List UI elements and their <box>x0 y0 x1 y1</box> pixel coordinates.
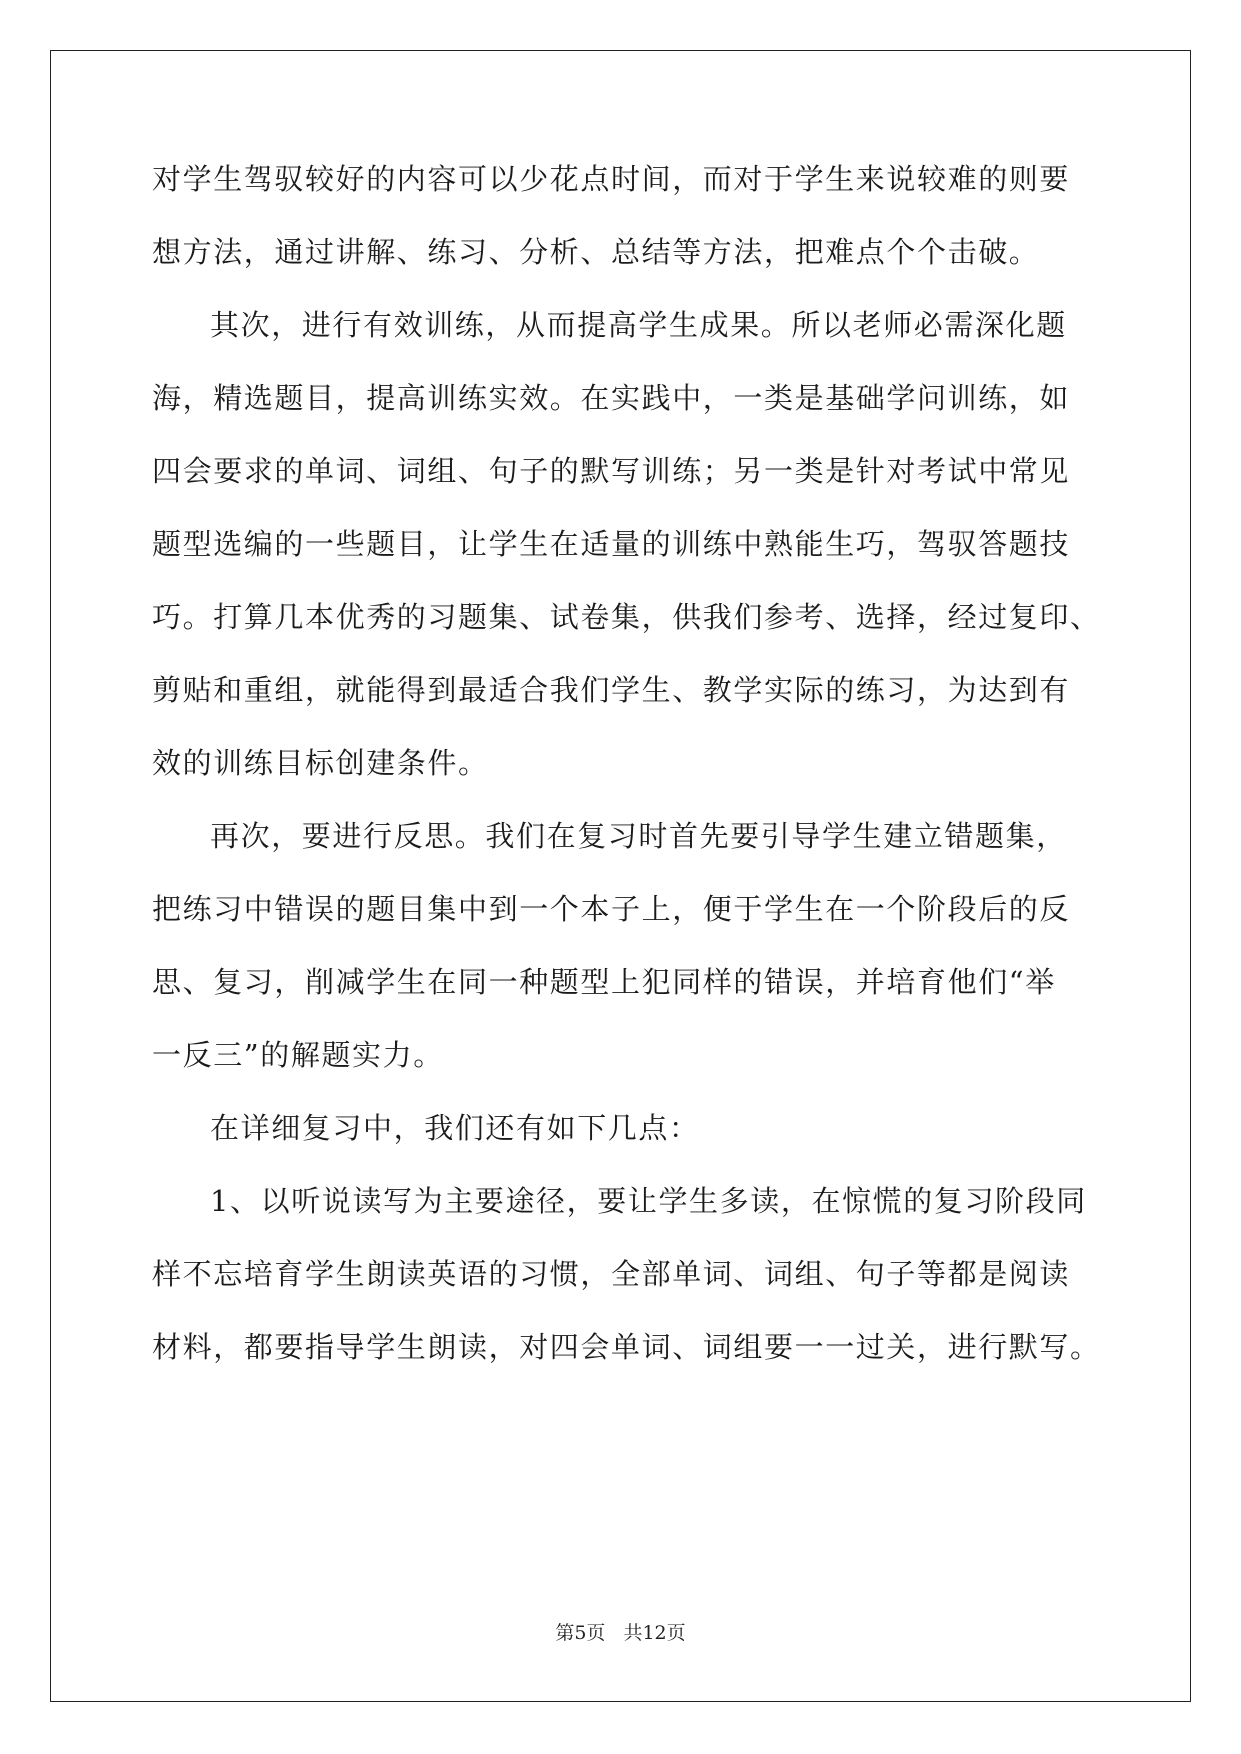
page-total: 共12页 <box>623 1622 686 1644</box>
text-line: 材料，都要指导学生朗读，对四会单词、词组要一一过关，进行默写。 <box>152 1330 1101 1364</box>
text-line: 剪贴和重组，就能得到最适合我们学生、教学实际的练习，为达到有 <box>152 673 1071 707</box>
paragraph-first-line: 其次，进行有效训练，从而提高学生成果。所以老师必需深化题 <box>210 308 1067 342</box>
paragraph-first-line: 在详细复习中，我们还有如下几点： <box>210 1111 700 1145</box>
text-line: 想方法，通过讲解、练习、分析、总结等方法，把难点个个击破。 <box>152 235 1040 269</box>
text-line: 四会要求的单词、词组、句子的默写训练；另一类是针对考试中常见 <box>152 454 1071 488</box>
text-line: 海，精选题目，提高训练实效。在实践中，一类是基础学问训练，如 <box>152 381 1071 415</box>
text-line: 题型选编的一些题目，让学生在适量的训练中熟能生巧，驾驭答题技 <box>152 527 1071 561</box>
page-number: 第5页 <box>555 1622 606 1644</box>
text-line: 对学生驾驭较好的内容可以少花点时间，而对于学生来说较难的则要 <box>152 162 1071 196</box>
paragraph-first-line: 再次，要进行反思。我们在复习时首先要引导学生建立错题集， <box>210 819 1067 853</box>
text-line: 效的训练目标创建条件。 <box>152 746 489 780</box>
text-line: 巧。打算几本优秀的习题集、试卷集，供我们参考、选择，经过复印、 <box>152 600 1101 634</box>
text-line: 样不忘培育学生朗读英语的习惯，全部单词、词组、句子等都是阅读 <box>152 1257 1071 1291</box>
text-line: 一反三”的解题实力。 <box>152 1038 444 1072</box>
paragraph-first-line: 1、以听说读写为主要途径，要让学生多读，在惊慌的复习阶段同 <box>210 1184 1087 1218</box>
text-line: 思、复习，削减学生在同一种题型上犯同样的错误，并培育他们“举 <box>152 965 1056 999</box>
page-border <box>50 50 1191 1702</box>
page-footer <box>0 1618 1241 1645</box>
text-line: 把练习中错误的题目集中到一个本子上，便于学生在一个阶段后的反 <box>152 892 1071 926</box>
